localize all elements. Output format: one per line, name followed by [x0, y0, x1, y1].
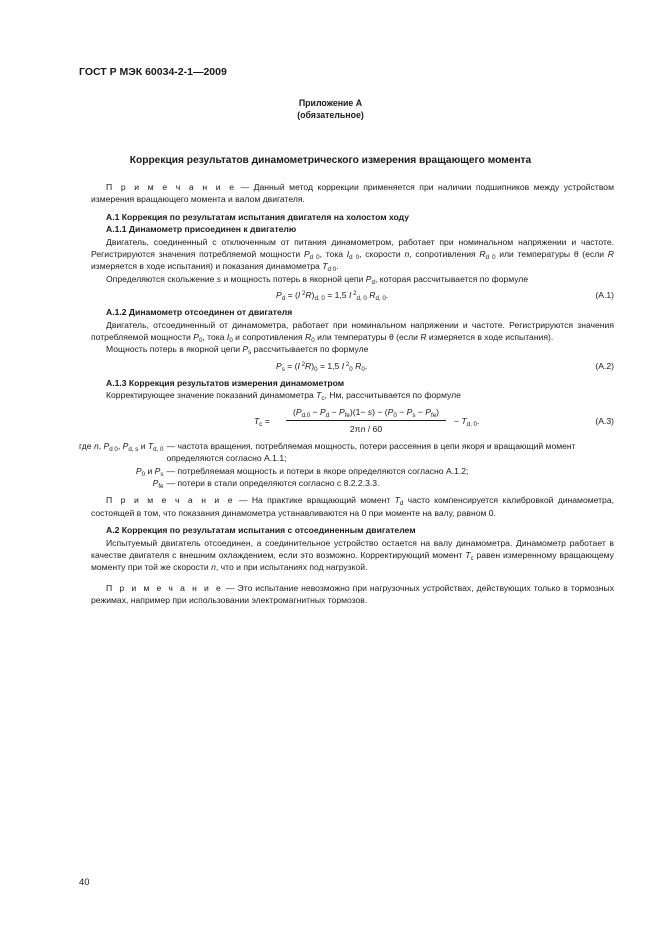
- annex-heading: [0, 98, 661, 121]
- page-title: Коррекция результатов динамометрического измерения вращающего момента: [129, 155, 532, 166]
- document-header: ГОСТ Р МЭК 60034-2-1—2009: [79, 66, 227, 78]
- paragraph-slip: Определяются скольжение s и мощность потерь в якорной цепи $P_d$, которая рассчитывается по формуле: [106, 273, 529, 286]
- annex-title: Приложение А: [298, 98, 363, 108]
- definition-row: $P_0$ и $P_s$ — потребляемая мощность и потери в якоре определяются согласно А.1.2;: [135, 465, 469, 478]
- paragraph-a12: Двигатель, отсоединенный от динамометра, работает при номинальном напряжении и частоте. Регистрируются значения потребляемой мощности $P_0$, тока $I_0$ и сопротивления $R_0$ или температуры θ (если R измеряется в ходе испытания).: [91, 319, 614, 345]
- paragraph-a2: Испытуемый двигатель отсоединен, а соединительное устройство остается на валу динамометра. Динамометр работает в качестве двигателя с внешним охлаждением, если это возможно. Корректирующий момент $T_c$ равен измеренному вращающему моменту при той же скорости n, что и при испытаниях под нагрузкой.: [91, 537, 614, 573]
- intro-note-text: — Данный метод коррекции применяется при наличии подшипников между устройством измерения вращающего момента и валом двигателя.: [91, 182, 614, 205]
- note-label: П р и м е ч а н и е: [106, 182, 237, 192]
- equation-a3-tail: − $T_{d, 0}$.: [454, 415, 480, 428]
- note-torque-compensation: П р и м е ч а н и е — На практике вращающий момент $T_d$ часто компенсируется калибровкой динамометра, состоящей в том, что показания динамометра устанавливаются на 0 при моменте на валу, равном 0.: [91, 495, 615, 518]
- equation-a3-lhs: $T_c$ =: [254, 415, 270, 428]
- section-a11-heading: А.1.1 Динамометр присоединен к двигателю: [106, 224, 297, 235]
- section-a1-heading: А.1 Коррекция по результатам испытания двигателя на холостом ходу: [106, 211, 410, 222]
- note-brake-mode: П р и м е ч а н и е — Это испытание невозможно при нагрузочных устройствах, действующих только в тормозных режимах, например при использовании электромагнитных тормозов.: [91, 582, 614, 606]
- variable-definitions: [79, 440, 614, 490]
- equation-a1-formula: $P_d = (I$ $^2R)_{d, 0} = 1,5$ I $^2_{d, 0}$ $R_{d, 0}$.: [276, 290, 389, 303]
- paragraph-a13: Корректирующее значение показаний динамометра $T_c$, Нм, рассчитывается по формуле: [106, 390, 461, 403]
- paragraph-armature-loss: Мощность потерь в якорной цепи $P_s$ рассчитывается по формуле: [106, 344, 369, 357]
- document-body: [79, 181, 615, 607]
- section-a12-heading: А.1.2 Динамометр отсоединен от двигателя: [106, 307, 293, 318]
- equation-a2: [91, 356, 614, 377]
- equation-a3: [91, 404, 614, 440]
- equation-a3-number: (А.3): [595, 415, 614, 426]
- section-a13-heading: А.1.3 Коррекция результатов измерения динамометром: [106, 377, 345, 388]
- equation-a3-fraction: $(P_{d,0} - P_d - P_{fe})(1- s) - (P_0 - P_s - P_{fe})$ 2πn / 60: [286, 406, 446, 436]
- definition-row: где n, $P_{d 0}$, $P_{d, s}$ и $T_{d, 0}$ — частота вращения, потребляемая мощность, потери рассеяния в цепи якоря и вращающий момент определяются согласно А.1.1;: [79, 440, 576, 464]
- equation-a1-number: (А.1): [595, 290, 614, 301]
- intro-note: [91, 181, 614, 206]
- section-a2-heading: А.2 Коррекция по результатам испытания с отсоединенным двигателем: [106, 525, 416, 536]
- definition-row: $P_{fe}$ — потери в стали определяются согласно с 8.2.2.3.3.: [152, 477, 380, 490]
- equation-a2-number: (А.2): [595, 360, 614, 371]
- equation-a2-formula: $P_s = (I$ $^2R)_0 = 1,5$ I $^2_0$ $R_0$.: [276, 360, 368, 373]
- equation-a1: [91, 285, 614, 306]
- paragraph-a11: Двигатель, соединенный с отключенным от питания динамометром, работает при номинальном напряжении и частоте. Регистрируются значения потребляемой мощности $P_{d 0}$, тока $I_{d 0}$, скорости n, сопротивления $R_{d 0}$ или температуры θ (если R измеряется в ходе испытания) и показания динамометра $T_{d 0}$.: [91, 236, 614, 274]
- page-number: 40: [79, 877, 90, 888]
- annex-status: (обязательное): [297, 109, 364, 120]
